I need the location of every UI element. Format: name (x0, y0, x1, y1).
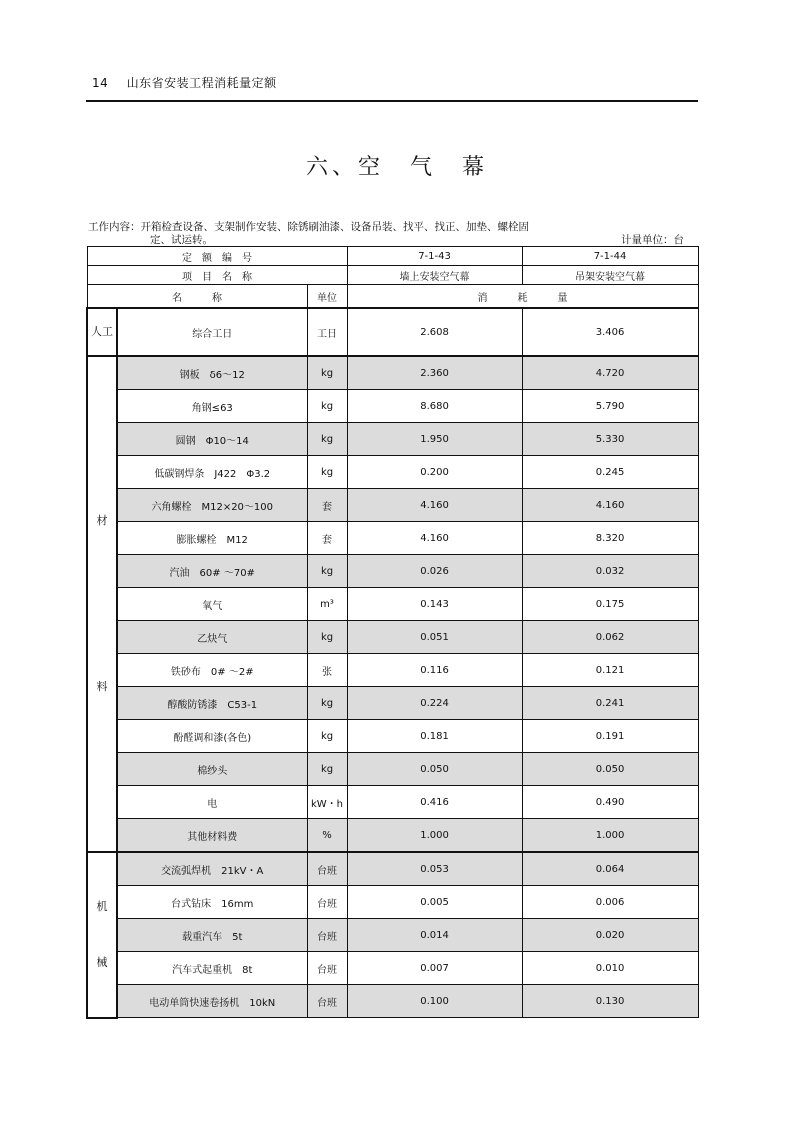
measurement-unit: 计量单位：台 (621, 234, 684, 246)
table-row (87, 886, 698, 919)
row-value-2: 8.320 (522, 522, 698, 555)
machinery-category-char: 机 (96, 899, 108, 913)
header-rule (86, 100, 698, 102)
table-row (87, 522, 698, 555)
row-name: 圆钢 Φ10～14 (117, 423, 307, 456)
table-row (87, 308, 698, 356)
row-name: 铁砂布 0# ～2# (117, 654, 307, 687)
row-value-2: 0.050 (522, 753, 698, 786)
row-unit: m³ (307, 588, 347, 621)
table-row (87, 919, 698, 952)
item-name-label: 项 目 名 称 (87, 266, 347, 285)
table-row (87, 753, 698, 786)
item-name-1: 墙上安装空气幕 (347, 266, 522, 285)
row-unit: kW・h (307, 786, 347, 819)
row-value-1: 0.143 (347, 588, 522, 621)
row-name: 载重汽车 5t (117, 919, 307, 952)
work-content-line-1: 工作内容：开箱检查设备、支架制作安装、除锈刷油漆、设备吊装、找平、找正、加垫、螺栓固 (88, 221, 529, 233)
row-value-1: 2.608 (347, 308, 522, 356)
page-number: 14 (92, 76, 109, 90)
name-header: 名 称 (87, 285, 307, 309)
row-value-2: 0.062 (522, 621, 698, 654)
quota-number-label: 定 额 编 号 (87, 247, 347, 266)
row-value-2: 0.121 (522, 654, 698, 687)
unit-header: 单位 (307, 285, 347, 309)
quota-number-row (87, 247, 698, 266)
row-value-2: 0.010 (522, 952, 698, 985)
row-value-1: 0.026 (347, 555, 522, 588)
row-value-1: 4.160 (347, 522, 522, 555)
row-name: 综合工日 (117, 308, 307, 356)
table-row (87, 952, 698, 985)
row-value-1: 0.116 (347, 654, 522, 687)
row-unit: 台班 (307, 952, 347, 985)
table-row (87, 489, 698, 522)
work-content-line-2: 定、试运转。 (150, 234, 213, 246)
table-row (87, 423, 698, 456)
row-value-1: 2.360 (347, 356, 522, 390)
row-unit: kg (307, 753, 347, 786)
row-name: 钢板 δ6～12 (117, 356, 307, 390)
row-value-2: 0.191 (522, 720, 698, 753)
row-value-2: 0.130 (522, 985, 698, 1018)
item-name-2: 吊架安装空气幕 (522, 266, 698, 285)
row-value-2: 0.006 (522, 886, 698, 919)
row-value-1: 0.005 (347, 886, 522, 919)
row-name: 电 (117, 786, 307, 819)
row-value-1: 1.950 (347, 423, 522, 456)
row-value-1: 0.007 (347, 952, 522, 985)
table-row (87, 356, 698, 390)
table-row (87, 456, 698, 489)
row-value-1: 0.051 (347, 621, 522, 654)
row-value-1: 0.014 (347, 919, 522, 952)
row-unit: kg (307, 621, 347, 654)
table-row (87, 819, 698, 853)
row-name: 氧气 (117, 588, 307, 621)
row-name: 交流弧焊机 21kV・A (117, 852, 307, 886)
running-header (92, 74, 277, 91)
row-name: 乙炔气 (117, 621, 307, 654)
table-row (87, 985, 698, 1018)
row-name: 汽油 60# ～70# (117, 555, 307, 588)
quota-code-1: 7-1-43 (347, 247, 522, 266)
machinery-category (87, 852, 117, 1018)
row-unit: 工日 (307, 308, 347, 356)
row-name: 角钢≤63 (117, 390, 307, 423)
row-value-2: 5.330 (522, 423, 698, 456)
row-value-1: 0.053 (347, 852, 522, 886)
row-value-1: 4.160 (347, 489, 522, 522)
row-value-2: 0.020 (522, 919, 698, 952)
row-unit: kg (307, 423, 347, 456)
row-value-2: 4.720 (522, 356, 698, 390)
row-value-1: 0.050 (347, 753, 522, 786)
table-row (87, 390, 698, 423)
row-value-1: 0.100 (347, 985, 522, 1018)
row-name: 膨胀螺栓 M12 (117, 522, 307, 555)
table-row (87, 687, 698, 720)
row-value-1: 8.680 (347, 390, 522, 423)
column-header-row (87, 285, 698, 309)
quota-table (86, 246, 699, 1019)
row-unit: 套 (307, 522, 347, 555)
row-value-2: 3.406 (522, 308, 698, 356)
row-unit: 台班 (307, 919, 347, 952)
row-unit: kg (307, 356, 347, 390)
row-name: 六角螺栓 M12×20～100 (117, 489, 307, 522)
row-unit: kg (307, 456, 347, 489)
row-unit: kg (307, 390, 347, 423)
row-unit: kg (307, 720, 347, 753)
table-row (87, 720, 698, 753)
row-value-1: 0.200 (347, 456, 522, 489)
row-unit: 套 (307, 489, 347, 522)
row-value-2: 0.245 (522, 456, 698, 489)
row-value-2: 0.490 (522, 786, 698, 819)
section-title: 六、空 气 幕 (305, 155, 488, 180)
row-name: 台式钻床 16mm (117, 886, 307, 919)
row-unit: kg (307, 555, 347, 588)
row-unit: 张 (307, 654, 347, 687)
row-unit: % (307, 819, 347, 853)
table-row (87, 654, 698, 687)
quota-code-2: 7-1-44 (522, 247, 698, 266)
table-row (87, 852, 698, 886)
row-name: 棉纱头 (117, 753, 307, 786)
table-row (87, 588, 698, 621)
row-value-2: 1.000 (522, 819, 698, 853)
row-name: 其他材料费 (117, 819, 307, 853)
row-value-1: 0.181 (347, 720, 522, 753)
row-name: 低碳钢焊条 J422 Φ3.2 (117, 456, 307, 489)
row-unit: 台班 (307, 886, 347, 919)
table-row (87, 621, 698, 654)
row-name: 汽车式起重机 8t (117, 952, 307, 985)
consumption-header: 消 耗 量 (347, 285, 698, 309)
table-row (87, 786, 698, 819)
materials-category-char: 料 (96, 680, 108, 693)
row-unit: 台班 (307, 852, 347, 886)
row-value-1: 0.224 (347, 687, 522, 720)
table-row (87, 555, 698, 588)
row-value-2: 5.790 (522, 390, 698, 423)
row-unit: kg (307, 687, 347, 720)
row-unit: 台班 (307, 985, 347, 1018)
row-name: 醇酸防锈漆 C53-1 (117, 687, 307, 720)
materials-category (87, 356, 117, 852)
materials-category-char: 材 (96, 514, 108, 527)
row-value-2: 0.032 (522, 555, 698, 588)
row-value-2: 0.175 (522, 588, 698, 621)
book-title: 山东省安装工程消耗量定额 (126, 76, 277, 90)
row-name: 电动单筒快速卷扬机 10kN (117, 985, 307, 1018)
row-value-1: 1.000 (347, 819, 522, 853)
row-value-2: 0.241 (522, 687, 698, 720)
row-value-1: 0.416 (347, 786, 522, 819)
row-value-2: 4.160 (522, 489, 698, 522)
labor-category-char: 人工 (91, 325, 113, 338)
work-content (88, 221, 688, 247)
row-value-2: 0.064 (522, 852, 698, 886)
labor-category (87, 308, 117, 356)
row-name: 酚醛调和漆(各色) (117, 720, 307, 753)
machinery-category-char: 械 (96, 955, 108, 969)
item-name-row (87, 266, 698, 285)
